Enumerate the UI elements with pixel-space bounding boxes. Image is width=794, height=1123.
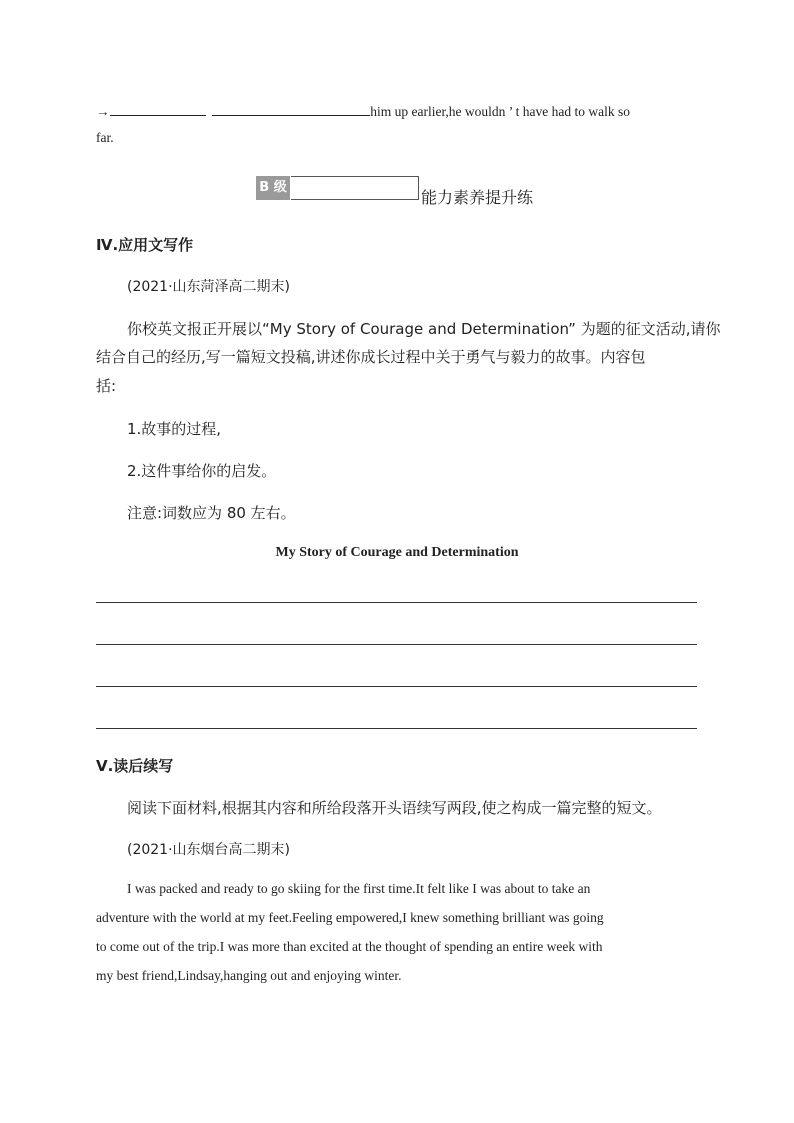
answer-line (96, 101, 630, 120)
section-4-prompt-line-2: 结合自己的经历,写一篇短文投稿,讲述你成长过程中关于勇气与毅力的故事。内容包 (96, 348, 646, 366)
passage-line-3: to come out of the trip.I was more than excited at the thought of spending an entire week with (96, 939, 603, 954)
section-4-prompt-line-3: 括: (96, 377, 117, 395)
answer-line-continuation: far. (96, 130, 114, 145)
section-4-prompt-line-1: 你校英文报正开展以“My Story of Courage and Determination” 为题的征文活动,请你 (127, 320, 721, 338)
level-title: 能力素养提升练 (421, 188, 534, 207)
section-5-instruction: 阅读下面材料,根据其内容和所给段落开头语续写两段,使之构成一篇完整的短文。 (127, 799, 662, 817)
writing-line[interactable] (96, 686, 697, 687)
section-4-item-1: 1.故事的过程, (127, 420, 222, 438)
level-badge-box (291, 176, 419, 200)
section-4-heading: Ⅳ.应用文写作 (96, 236, 194, 254)
section-5-heading: Ⅴ.读后续写 (96, 757, 174, 775)
writing-line[interactable] (96, 728, 697, 729)
section-5-source: (2021·山东烟台高二期末) (127, 842, 291, 858)
essay-title: My Story of Courage and Determination (275, 545, 519, 560)
passage-line-1: I was packed and ready to go skiing for the first time.It felt like I was about to take an (127, 881, 591, 896)
level-badge: B 级 (256, 176, 290, 200)
section-4-source: (2021·山东菏泽高二期末) (127, 279, 291, 295)
passage-line-4: my best friend,Lindsay,hanging out and enjoying winter. (96, 968, 402, 983)
passage-line-2: adventure with the world at my feet.Feeling empowered,I knew something brilliant was going (96, 910, 604, 925)
section-4-note: 注意:词数应为 80 左右。 (127, 504, 296, 522)
writing-line[interactable] (96, 644, 697, 645)
answer-line-text: him up earlier,he wouldn ’ t have had to walk so (370, 104, 631, 119)
answer-blank-1[interactable] (110, 101, 206, 116)
answer-blank-2[interactable] (212, 101, 370, 116)
section-4-item-2: 2.这件事给你的启发。 (127, 462, 277, 480)
writing-line[interactable] (96, 602, 697, 603)
arrow-symbol: → (96, 104, 110, 119)
